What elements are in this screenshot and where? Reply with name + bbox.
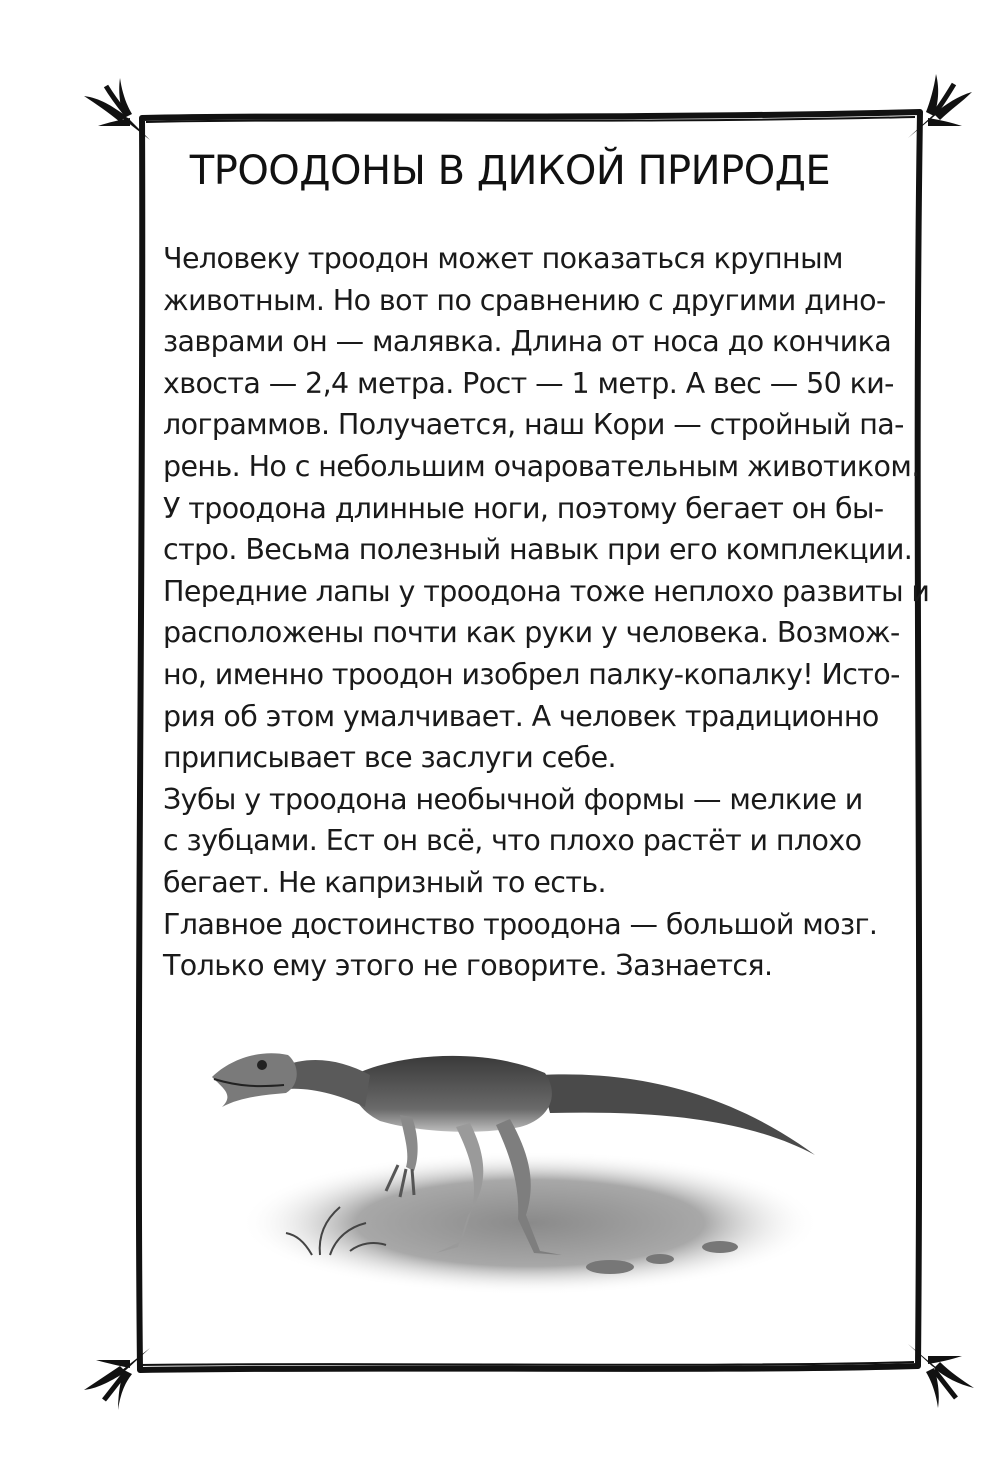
text-line: приписывает все заслуги себе.: [163, 741, 616, 775]
text-line: Только ему этого не говорите. Зазнается.: [163, 949, 773, 983]
troodon-illustration: [200, 1015, 820, 1305]
dinosaur-body: [350, 1056, 552, 1132]
text-line: Человеку троодон может показаться крупным: [163, 242, 843, 275]
dinosaur-head: [212, 1053, 297, 1107]
text-line: Передние лапы у троодона тоже неплохо развиты и: [163, 574, 930, 608]
text-line: расположены почти как руки у человека. Возмож-: [163, 616, 900, 650]
text-line: Главное достоинство троодона — большой мозг.: [163, 907, 878, 941]
text-line: заврами он — малявка. Длина от носа до кончика: [163, 325, 892, 359]
text-line: с зубцами. Ест он всё, что плохо растёт и плохо: [163, 824, 862, 858]
text-line: У троодона длинные ноги, поэтому бегает он бы-: [163, 491, 884, 525]
page-title: ТРООДОНЫ В ДИКОЙ ПРИРОДЕ: [189, 148, 831, 194]
text-line: но, именно троодон изобрел палку-копалку! Исто-: [163, 657, 900, 691]
claw-ornament-top-left: [84, 78, 150, 140]
text-line: животным. Но вот по сравнению с другими дино-: [163, 283, 886, 317]
text-line: рень. Но с небольшим очаровательным животиком.: [163, 449, 920, 483]
article-text: [163, 238, 930, 987]
text-line: бегает. Не капризный то есть.: [163, 865, 606, 899]
dinosaur-eye: [257, 1060, 267, 1070]
text-line: хвоста — 2,4 метра. Рост — 1 метр. А вес — 50 ки-: [163, 366, 894, 400]
text-line: Зубы у троодона необычной формы — мелкие и: [163, 782, 863, 816]
text-line: стро. Весьма полезный навык при его комплекции.: [163, 533, 913, 567]
dinosaur-tail: [540, 1074, 815, 1155]
text-line: лограммов. Получается, наш Кори — стройный па-: [163, 408, 904, 442]
text-line: рия об этом умалчивает. А человек традиционно: [163, 699, 879, 733]
